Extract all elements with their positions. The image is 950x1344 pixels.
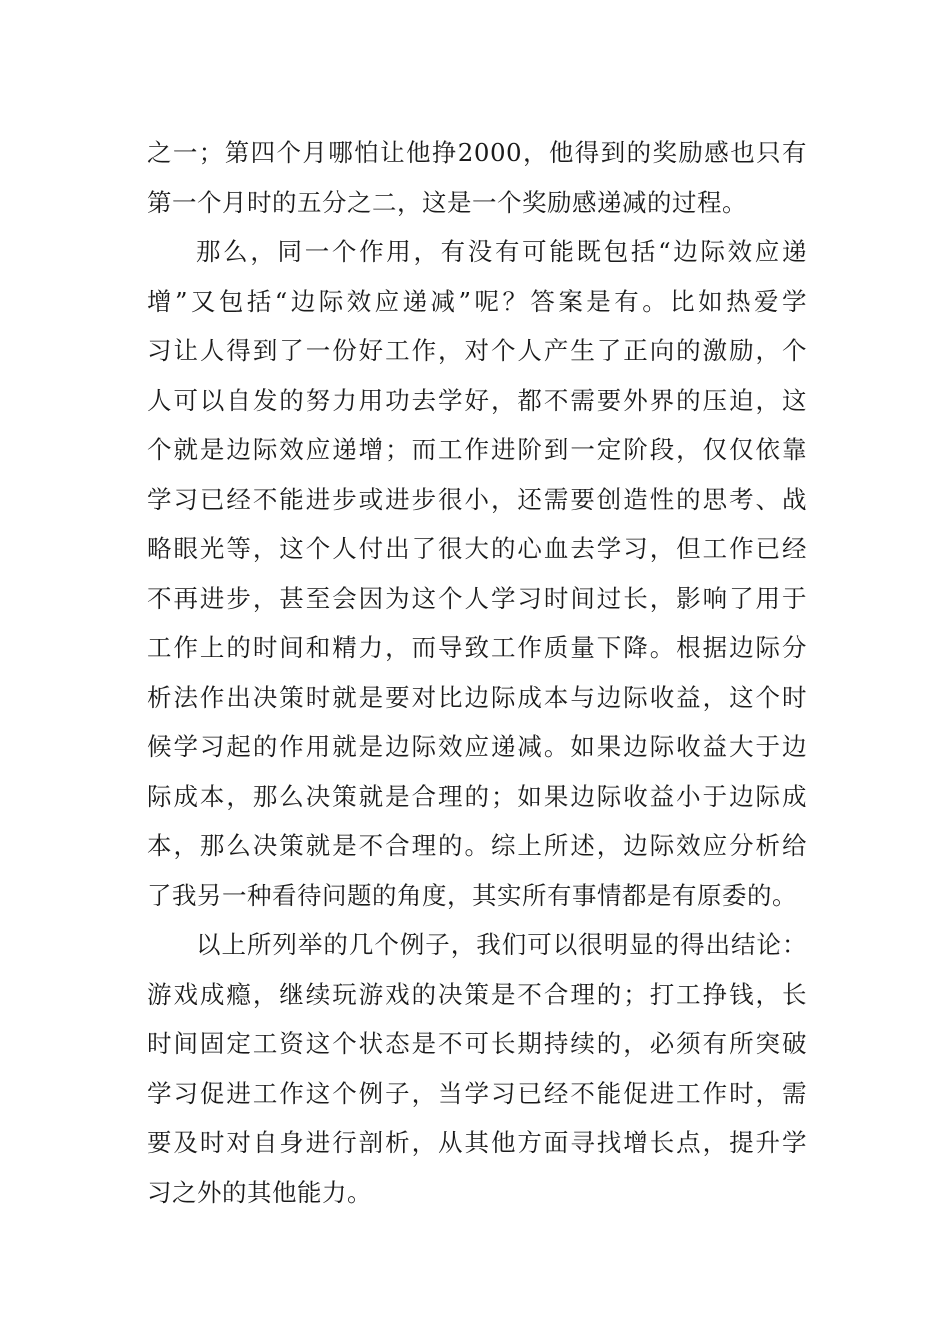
text-line: 际成本，那么决策就是合理的；如果边际收益小于边际成 (147, 781, 807, 811)
text-line: 那么，同一个作用，有没有可能既包括“边际效应递 (196, 237, 807, 266)
text-line: 工作上的时间和精力，而导致工作质量下降。根据边际分 (147, 633, 807, 662)
text-line: 要及时对自身进行剖析，从其他方面寻找增长点，提升学 (147, 1128, 807, 1157)
text-line: 人可以自发的努力用功去学好，都不需要外界的压迫，这 (147, 385, 807, 415)
text-line: 析法作出决策时就是要对比边际成本与边际收益，这个时 (147, 682, 807, 712)
text-line: 增”又包括“边际效应递减”呢？答案是有。比如热爱学 (147, 286, 807, 316)
text-line: 习让人得到了一份好工作，对个人产生了正向的激励，个 (147, 336, 807, 365)
text-line: 之一；第四个月哪怕让他挣2000，他得到的奖励感也只有 (147, 138, 807, 167)
body-text (147, 128, 807, 1217)
text-line: 游戏成瘾，继续玩游戏的决策是不合理的；打工挣钱，长 (147, 979, 807, 1009)
text-line: 本，那么决策就是不合理的。综上所述，边际效应分析给 (147, 831, 807, 860)
text-line: 习之外的其他能力。 (147, 1177, 372, 1207)
text-line: 略眼光等，这个人付出了很大的心血去学习，但工作已经 (147, 534, 807, 563)
text-line: 不再进步，甚至会因为这个人学习时间过长，影响了用于 (147, 583, 807, 613)
text-line: 了我另一种看待问题的角度，其实所有事情都是有原委的。 (147, 880, 797, 910)
text-line: 时间固定工资这个状态是不可长期持续的，必须有所突破 (147, 1029, 807, 1058)
text-line: 以上所列举的几个例子，我们可以很明显的得出结论： (196, 930, 807, 959)
text-line: 候学习起的作用就是边际效应递减。如果边际收益大于边 (147, 732, 807, 761)
text-line: 第一个月时的五分之二，这是一个奖励感递减的过程。 (147, 187, 747, 217)
text-line: 学习促进工作这个例子，当学习已经不能促进工作时，需 (147, 1078, 807, 1108)
text-line: 学习已经不能进步或进步很小，还需要创造性的思考、战 (147, 484, 807, 514)
text-line: 个就是边际效应递增；而工作进阶到一定阶段，仅仅依靠 (147, 435, 807, 464)
